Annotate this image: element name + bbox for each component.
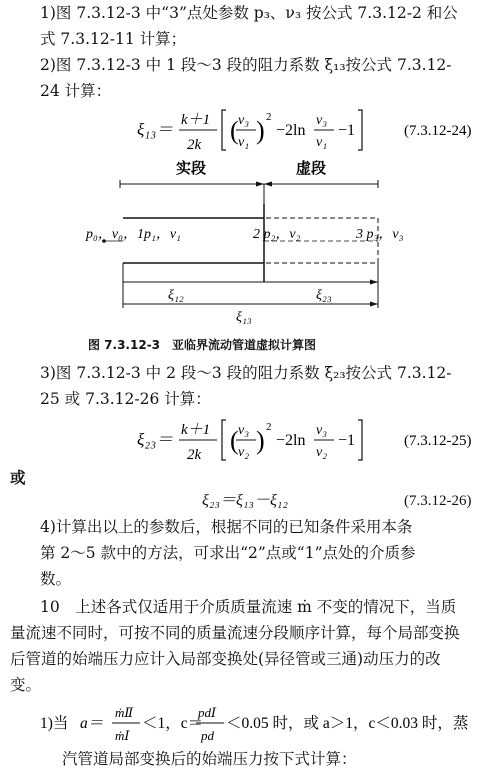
- left-params-label: p₀，ν₀，1p₁，ν₁: [86, 227, 181, 242]
- eq24-ratio-den: ν₁: [238, 135, 250, 150]
- eq25-lparen: (: [230, 426, 239, 455]
- item-2-line-2: 24 计算：: [40, 82, 112, 100]
- eq25-rparen: ): [256, 426, 265, 455]
- eq25-square: 2: [266, 421, 272, 433]
- para-10-line-1: 10 上述各式仅适用于介质质量流速 ṁ 不变的情况下，当质: [40, 598, 457, 616]
- a-numerator: ṁⅡ: [115, 705, 134, 720]
- cond-a-lhs: a＝: [80, 715, 104, 732]
- real-section-label: 实段: [176, 161, 207, 177]
- item-2-line-1: 2)图 7.3.12-3 中 1 段～3 段的阻力系数 ξ₁₃按公式 7.3.12-: [40, 56, 452, 74]
- item-1-line-2: 式 7.3.12-11 计算；: [40, 30, 187, 48]
- equation-25: [0, 414, 500, 466]
- eq25-frac-num: k＋1: [181, 422, 211, 438]
- cond-middle: ＜1，c＝: [142, 715, 204, 732]
- eq24-lparen: (: [230, 116, 239, 145]
- eq25-number: (7.3.12-25): [404, 433, 472, 449]
- para-10-line-4: 变。: [10, 676, 42, 694]
- eq25-ratio-num: ν₃: [238, 423, 250, 438]
- xi12-label: ξ₁₂: [168, 288, 184, 303]
- or-label: 或: [10, 468, 26, 487]
- c-numerator: pdⅠ: [198, 705, 217, 720]
- cond-suffix: ＜0.05 时，或 a＞1，c＜0.03 时，蒸: [226, 715, 469, 732]
- item-3-line-1: 3)图 7.3.12-3 中 2 段～3 段的阻力系数 ξ₂₃按公式 7.3.12-: [40, 364, 452, 382]
- item-5-line-2: 汽管道局部变换后的始端压力按下式计算：: [62, 750, 357, 768]
- eq25-ratio2-den: ν₂: [316, 445, 328, 460]
- eq24-ratio2-den: ν₁: [316, 135, 328, 150]
- eq24-rparen: ): [256, 116, 265, 145]
- eq25-ratio-den: ν₂: [238, 445, 250, 460]
- eq24-frac-num: k＋1: [181, 112, 211, 128]
- eq25-lhs: ξ₂₃＝: [137, 430, 174, 449]
- eq26-number: (7.3.12-26): [404, 493, 472, 509]
- pipe-diagram: [0, 158, 500, 326]
- figure-caption: 图 7.3.12-3 亚临界流动管道虚拟计算图: [88, 338, 317, 352]
- equation-24: [0, 104, 500, 156]
- item-4-line-3: 数。: [40, 570, 72, 588]
- condition-line: [0, 700, 500, 748]
- item-3-line-2: 25 或 7.3.12-26 计算：: [40, 390, 211, 408]
- eq24-lhs: ξ₁₃＝: [137, 120, 174, 139]
- eq24-number: (7.3.12-24): [404, 123, 472, 139]
- point-3-label: 3 p₃，ν₃: [356, 227, 404, 242]
- a-denominator: ṁⅠ: [115, 728, 130, 743]
- xi13-label: ξ₁₃: [236, 310, 252, 325]
- para-10-line-2: 量流速不同时，可按不同的质量流速分段顺序计算，每个局部变换: [10, 624, 460, 642]
- eq24-mid: −2ln: [276, 122, 306, 139]
- eq24-tail: −1: [338, 122, 356, 139]
- c-denominator: pd: [201, 728, 214, 743]
- eq24-ratio-num: ν₃: [238, 113, 250, 128]
- eq25-ratio2-num: ν₃: [316, 423, 328, 438]
- eq25-mid: −2ln: [276, 432, 306, 449]
- equation-26: ξ₂₃＝ξ₁₃－ξ₁₂: [202, 492, 288, 509]
- virtual-section-label: 虚段: [296, 161, 327, 177]
- item-1-line-1: 1)图 7.3.12-3 中“3”点处参数 p₃、ν₃ 按公式 7.3.12-2 和公: [40, 4, 458, 22]
- eq25-frac-den: 2k: [187, 447, 202, 463]
- eq25-tail: −1: [338, 432, 356, 449]
- eq24-ratio2-num: ν₃: [316, 113, 328, 128]
- para-10-line-3: 后管道的始端压力应计入局部变换处(异径管或三通)动压力的改: [10, 650, 441, 668]
- eq24-frac-den: 2k: [187, 137, 202, 153]
- item-4-line-2: 第 2～5 款中的方法，可求出“2”点或“1”点处的介质参: [40, 544, 416, 562]
- cond-prefix: 1)当: [40, 715, 69, 732]
- eq24-square: 2: [266, 111, 272, 123]
- item-4-line-1: 4)计算出以上的参数后，根据不同的已知条件采用本条: [40, 518, 413, 536]
- xi23-label: ξ₂₃: [316, 288, 332, 303]
- point-2-label: 2 p₂，ν₂: [253, 227, 301, 242]
